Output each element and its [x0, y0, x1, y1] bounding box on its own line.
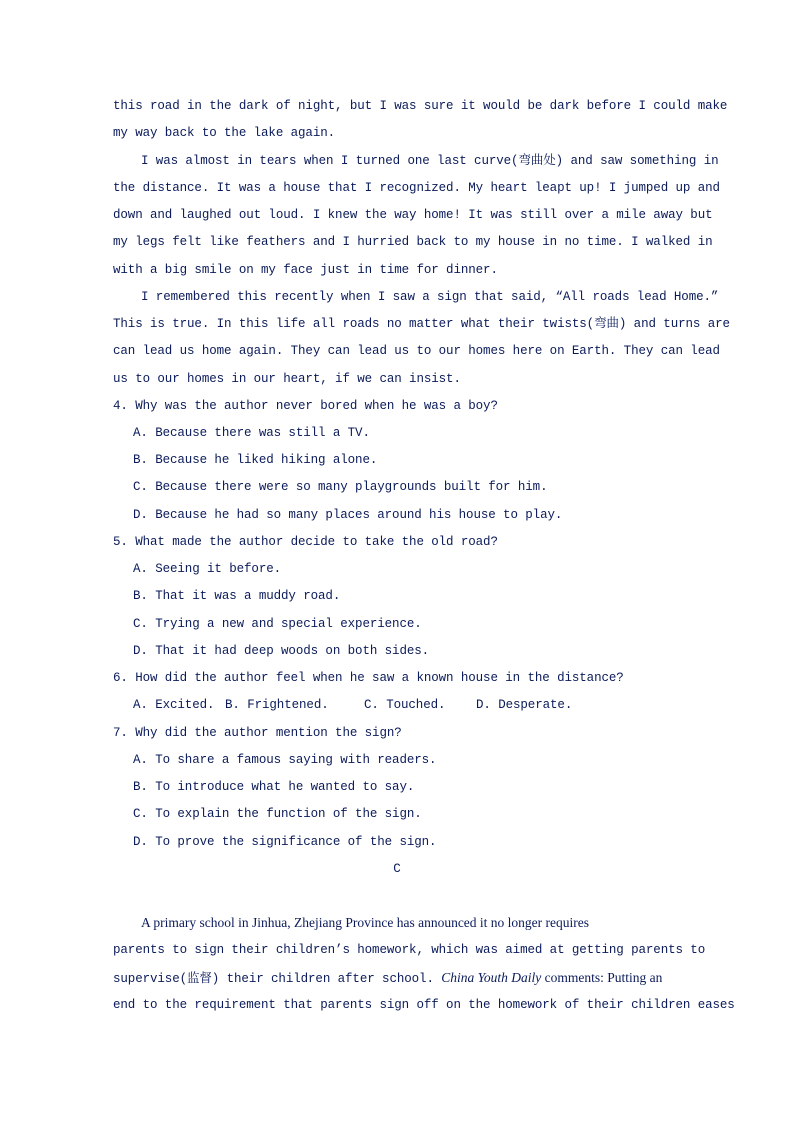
- passage-b-line-2: my way back to the lake again.: [113, 126, 336, 140]
- question-4-option-b: B. Because he liked hiking alone.: [133, 453, 378, 467]
- section-c-line-3-end: comments: Putting an: [541, 970, 663, 985]
- section-c-line-3-start: supervise(监督) their children after school.: [113, 972, 442, 986]
- question-6-option-d: D. Desperate.: [476, 698, 573, 712]
- section-c-heading: C: [393, 862, 401, 876]
- question-4-option-d: D. Because he had so many places around his house to play.: [133, 508, 563, 522]
- newspaper-title: China Youth Daily: [441, 970, 542, 985]
- question-7-option-a: A. To share a famous saying with readers.: [133, 753, 437, 767]
- question-5-option-d: D. That it had deep woods on both sides.: [133, 644, 430, 658]
- passage-b-line-11: us to our homes in our heart, if we can insist.: [113, 372, 461, 386]
- passage-b-line-8: I remembered this recently when I saw a sign that said, “All roads lead Home.”: [141, 290, 719, 304]
- question-4-option-c: C. Because there were so many playgrounds built for him.: [133, 480, 548, 494]
- section-c-line-2: parents to sign their children’s homework, which was aimed at getting parents to: [113, 943, 706, 957]
- question-6-stem: 6. How did the author feel when he saw a known house in the distance?: [113, 671, 624, 685]
- question-5-stem: 5. What made the author decide to take the old road?: [113, 535, 498, 549]
- section-c-line-4: end to the requirement that parents sign off on the homework of their children eases: [113, 998, 735, 1012]
- question-5-option-a: A. Seeing it before.: [133, 562, 282, 576]
- question-6-option-c: C. Touched.: [364, 698, 446, 712]
- passage-b-line-4: the distance. It was a house that I recognized. My heart leapt up! I jumped up and: [113, 181, 720, 195]
- section-c-line-3: [113, 970, 662, 987]
- passage-b-line-7: with a big smile on my face just in time for dinner.: [113, 263, 498, 277]
- passage-b-line-10: can lead us home again. They can lead us to our homes here on Earth. They can lead: [113, 344, 720, 358]
- passage-b-line-3: I was almost in tears when I turned one last curve(弯曲处) and saw something in: [141, 154, 719, 168]
- question-5-option-b: B. That it was a muddy road.: [133, 589, 341, 603]
- question-7-option-d: D. To prove the significance of the sign.: [133, 835, 437, 849]
- passage-b-line-6: my legs felt like feathers and I hurried back to my house in no time. I walked in: [113, 235, 713, 249]
- question-6-option-a: A. Excited.: [133, 698, 215, 712]
- question-6-option-b: B. Frightened.: [225, 698, 329, 712]
- passage-b-line-1: this road in the dark of night, but I was sure it would be dark before I could make: [113, 99, 728, 113]
- question-4-option-a: A. Because there was still a TV.: [133, 426, 370, 440]
- section-c-line-1: A primary school in Jinhua, Zhejiang Province has announced it no longer requires: [141, 915, 590, 930]
- question-5-option-c: C. Trying a new and special experience.: [133, 617, 422, 631]
- question-7-option-b: B. To introduce what he wanted to say.: [133, 780, 415, 794]
- question-4-stem: 4. Why was the author never bored when he was a boy?: [113, 399, 498, 413]
- passage-b-line-9: This is true. In this life all roads no matter what their twists(弯曲) and turns are: [113, 317, 730, 331]
- question-7-stem: 7. Why did the author mention the sign?: [113, 726, 402, 740]
- passage-b-line-5: down and laughed out loud. I knew the way home! It was still over a mile away but: [113, 208, 713, 222]
- question-7-option-c: C. To explain the function of the sign.: [133, 807, 422, 821]
